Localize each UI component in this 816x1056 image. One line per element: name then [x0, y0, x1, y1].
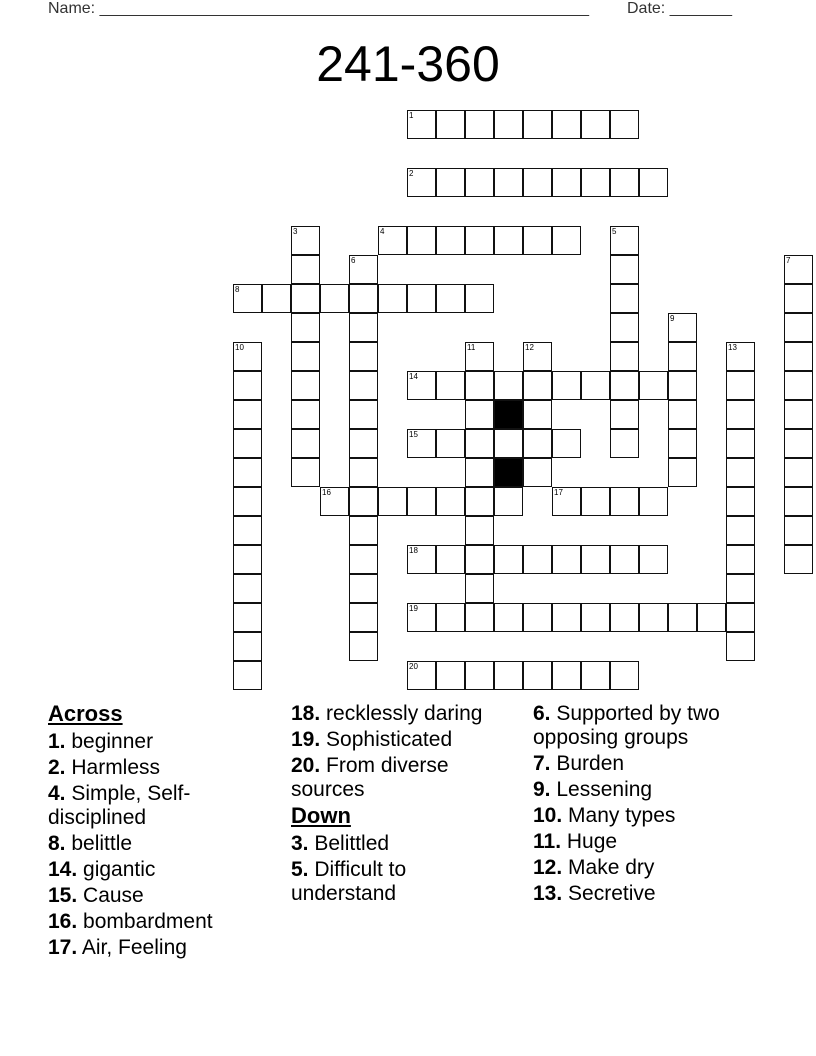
clue-item: [48, 858, 278, 882]
crossword-cell[interactable]: [349, 545, 378, 574]
crossword-cell[interactable]: [581, 487, 610, 516]
clue-number: 6: [351, 256, 356, 265]
crossword-cell[interactable]: [349, 284, 378, 313]
clue-text: gigantic: [77, 858, 156, 881]
crossword-cell[interactable]: [552, 661, 581, 690]
crossword-cell[interactable]: [436, 226, 465, 255]
crossword-cell[interactable]: [378, 226, 407, 255]
clue-number: 14: [409, 372, 418, 381]
clue-item: [48, 910, 278, 934]
crossword-cell[interactable]: [552, 226, 581, 255]
crossword-cell[interactable]: [407, 371, 436, 400]
clue-number-label: 19.: [291, 728, 321, 751]
crossword-cell[interactable]: [726, 516, 755, 545]
clue-item: [48, 936, 278, 960]
crossword-cell[interactable]: [523, 603, 552, 632]
crossword-cell[interactable]: [233, 603, 262, 632]
crossword-cell[interactable]: [697, 603, 726, 632]
crossword-cell[interactable]: [494, 603, 523, 632]
crossword-cell[interactable]: [291, 458, 320, 487]
clues-column-2: [291, 702, 516, 908]
clue-number-label: 11.: [533, 830, 562, 853]
crossword-cell[interactable]: [668, 400, 697, 429]
clue-item: [291, 702, 516, 726]
crossword-cell[interactable]: [639, 545, 668, 574]
crossword-cell[interactable]: [378, 487, 407, 516]
crossword-cell[interactable]: [262, 284, 291, 313]
crossword-cell[interactable]: [552, 429, 581, 458]
clue-number: 7: [786, 256, 791, 265]
crossword-cell[interactable]: [407, 429, 436, 458]
crossword-cell[interactable]: [523, 110, 552, 139]
crossword-cell[interactable]: [233, 342, 262, 371]
clue-item: [533, 752, 773, 776]
crossword-cell[interactable]: [726, 574, 755, 603]
crossword-cell[interactable]: [784, 371, 813, 400]
clue-item: [48, 756, 278, 780]
crossword-cell[interactable]: [610, 371, 639, 400]
crossword-cell[interactable]: [378, 284, 407, 313]
crossword-cell[interactable]: [523, 342, 552, 371]
crossword-cell[interactable]: [610, 255, 639, 284]
crossword-cell[interactable]: [349, 603, 378, 632]
clue-text: beginner: [65, 730, 154, 753]
down-heading: Down: [291, 803, 351, 828]
clue-item: [533, 778, 773, 802]
clue-item: [48, 730, 278, 754]
crossword-cell[interactable]: [523, 168, 552, 197]
clue-number: 15: [409, 430, 418, 439]
crossword-cell[interactable]: [552, 487, 581, 516]
crossword-cell[interactable]: [233, 371, 262, 400]
crossword-cell[interactable]: [465, 284, 494, 313]
crossword-cell[interactable]: [668, 429, 697, 458]
crossword-cell[interactable]: [436, 168, 465, 197]
crossword-cell[interactable]: [610, 342, 639, 371]
crossword-cell[interactable]: [494, 429, 523, 458]
clue-text: Sophisticated: [320, 728, 453, 751]
crossword-cell[interactable]: [610, 487, 639, 516]
crossword-cell[interactable]: [494, 487, 523, 516]
clue-number: 17: [554, 488, 563, 497]
clue-number-label: 9.: [533, 778, 551, 801]
crossword-cell[interactable]: [639, 487, 668, 516]
clue-text: Make dry: [562, 856, 655, 879]
clue-text: From diverse sources: [291, 754, 449, 801]
clue-item: [48, 782, 278, 830]
crossword-cell[interactable]: [233, 400, 262, 429]
crossword-cell[interactable]: [349, 632, 378, 661]
crossword-cell[interactable]: [581, 603, 610, 632]
clue-number: 19: [409, 604, 418, 613]
clue-number: 3: [293, 227, 298, 236]
crossword-cell[interactable]: [436, 487, 465, 516]
crossword-cell[interactable]: [639, 168, 668, 197]
crossword-cell[interactable]: [436, 661, 465, 690]
crossword-cell[interactable]: [668, 371, 697, 400]
crossword-cell[interactable]: [407, 661, 436, 690]
crossword-cell[interactable]: [610, 168, 639, 197]
crossword-cell[interactable]: [784, 545, 813, 574]
crossword-cell[interactable]: [668, 313, 697, 342]
crossword-cell[interactable]: [726, 400, 755, 429]
crossword-cell[interactable]: [784, 429, 813, 458]
clue-item: [533, 702, 773, 750]
crossword-cell[interactable]: [465, 458, 494, 487]
crossword-cell[interactable]: [494, 110, 523, 139]
crossword-cell[interactable]: [726, 429, 755, 458]
crossword-cell[interactable]: [494, 545, 523, 574]
clue-number-label: 17.: [48, 936, 78, 959]
crossword-cell[interactable]: [639, 603, 668, 632]
clue-number: 10: [235, 343, 244, 352]
clue-number-label: 6.: [533, 702, 551, 725]
crossword-cell[interactable]: [233, 545, 262, 574]
crossword-cell[interactable]: [436, 603, 465, 632]
crossword-cell[interactable]: [320, 487, 349, 516]
page-title: 241-360: [316, 36, 500, 92]
clue-text: bombardment: [77, 910, 213, 933]
crossword-cell[interactable]: [436, 110, 465, 139]
crossword-cell[interactable]: [465, 516, 494, 545]
crossword-cell[interactable]: [668, 342, 697, 371]
crossword-cell[interactable]: [349, 516, 378, 545]
crossword-cell[interactable]: [436, 545, 465, 574]
crossword-cell[interactable]: [668, 603, 697, 632]
crossword-cell[interactable]: [320, 284, 349, 313]
crossword-cell[interactable]: [465, 342, 494, 371]
clue-number: 9: [670, 314, 675, 323]
clue-number-label: 1.: [48, 730, 66, 753]
across-clue-list: [48, 730, 278, 960]
crossword-cell[interactable]: [291, 400, 320, 429]
crossword-cell[interactable]: [233, 516, 262, 545]
crossword-cell[interactable]: [610, 313, 639, 342]
down-clue-list-continued: [533, 702, 773, 906]
crossword-cell[interactable]: [784, 342, 813, 371]
crossword-cell[interactable]: [407, 284, 436, 313]
crossword-cell[interactable]: [465, 371, 494, 400]
clue-text: Harmless: [65, 756, 161, 779]
date-field: Date: _______: [627, 0, 732, 17]
crossword-cell[interactable]: [291, 342, 320, 371]
crossword-cell[interactable]: [784, 284, 813, 313]
name-field: Name: _______________________________________________________: [48, 0, 589, 17]
clue-item: [533, 882, 773, 906]
crossword-cell[interactable]: [494, 661, 523, 690]
crossword-cell[interactable]: [349, 255, 378, 284]
crossword-black-cell: [494, 400, 523, 429]
clue-text: Supported by two opposing groups: [533, 702, 720, 749]
crossword-cell[interactable]: [610, 545, 639, 574]
crossword-cell[interactable]: [523, 458, 552, 487]
clues-column-1: [48, 702, 278, 962]
clue-item: [533, 856, 773, 880]
crossword-cell[interactable]: [726, 632, 755, 661]
crossword-cell[interactable]: [291, 284, 320, 313]
clue-item: [48, 832, 278, 856]
clue-item: [291, 832, 516, 856]
crossword-cell[interactable]: [407, 226, 436, 255]
crossword-cell[interactable]: [639, 371, 668, 400]
crossword-cell[interactable]: [349, 313, 378, 342]
crossword-cell[interactable]: [407, 487, 436, 516]
clue-number-label: 5.: [291, 858, 309, 881]
crossword-cell[interactable]: [465, 226, 494, 255]
crossword-cell[interactable]: [291, 255, 320, 284]
crossword-cell[interactable]: [610, 661, 639, 690]
crossword-cell[interactable]: [552, 603, 581, 632]
crossword-cell[interactable]: [784, 487, 813, 516]
clue-item: [48, 884, 278, 908]
clue-number: 8: [235, 285, 240, 294]
crossword-cell[interactable]: [581, 168, 610, 197]
crossword-cell[interactable]: [465, 487, 494, 516]
crossword-cell[interactable]: [610, 603, 639, 632]
crossword-cell[interactable]: [291, 429, 320, 458]
crossword-cell[interactable]: [494, 168, 523, 197]
clue-text: Simple, Self-disciplined: [48, 782, 191, 829]
crossword-black-cell: [494, 458, 523, 487]
crossword-cell[interactable]: [523, 371, 552, 400]
crossword-cell[interactable]: [726, 487, 755, 516]
crossword-cell[interactable]: [784, 313, 813, 342]
crossword-cell[interactable]: [523, 400, 552, 429]
crossword-cell[interactable]: [407, 110, 436, 139]
crossword-cell[interactable]: [407, 545, 436, 574]
crossword-cell[interactable]: [436, 371, 465, 400]
crossword-cell[interactable]: [523, 226, 552, 255]
clue-text: Lessening: [550, 778, 653, 801]
clue-number: 18: [409, 546, 418, 555]
crossword-cell[interactable]: [552, 545, 581, 574]
clue-text: Cause: [77, 884, 144, 907]
crossword-cell[interactable]: [233, 487, 262, 516]
crossword-cell[interactable]: [233, 458, 262, 487]
crossword-cell[interactable]: [552, 371, 581, 400]
crossword-cell[interactable]: [465, 429, 494, 458]
crossword-cell[interactable]: [349, 400, 378, 429]
down-clue-list: [291, 832, 516, 906]
crossword-cell[interactable]: [465, 545, 494, 574]
crossword-cell[interactable]: [233, 574, 262, 603]
crossword-cell[interactable]: [291, 313, 320, 342]
crossword-cell[interactable]: [552, 168, 581, 197]
crossword-cell[interactable]: [726, 458, 755, 487]
clue-item: [291, 728, 516, 752]
clue-number: 11: [467, 343, 476, 352]
crossword-cell[interactable]: [465, 168, 494, 197]
clue-number: 16: [322, 488, 331, 497]
clue-text: Many types: [562, 804, 676, 827]
crossword-cell[interactable]: [610, 284, 639, 313]
crossword-cell[interactable]: [784, 400, 813, 429]
crossword-cell[interactable]: [465, 110, 494, 139]
crossword-cell[interactable]: [668, 458, 697, 487]
crossword-cell[interactable]: [349, 371, 378, 400]
clue-number-label: 4.: [48, 782, 66, 805]
crossword-cell[interactable]: [436, 429, 465, 458]
clue-text: Difficult to understand: [291, 858, 407, 905]
clue-number-label: 14.: [48, 858, 78, 881]
clue-number-label: 10.: [533, 804, 563, 827]
crossword-cell[interactable]: [349, 458, 378, 487]
crossword-cell[interactable]: [291, 371, 320, 400]
crossword-cell[interactable]: [784, 516, 813, 545]
clue-text: Huge: [561, 830, 618, 853]
crossword-cell[interactable]: [233, 632, 262, 661]
crossword-cell[interactable]: [349, 574, 378, 603]
clue-number-label: 3.: [291, 832, 309, 855]
crossword-cell[interactable]: [233, 429, 262, 458]
across-clue-list-continued: [291, 702, 516, 802]
clue-number: 13: [728, 343, 737, 352]
crossword-cell[interactable]: [784, 255, 813, 284]
clue-text: Air, Feeling: [77, 936, 187, 959]
crossword-cell[interactable]: [349, 429, 378, 458]
clue-number: 4: [380, 227, 385, 236]
across-heading: Across: [48, 701, 123, 726]
crossword-cell[interactable]: [523, 545, 552, 574]
crossword-cell[interactable]: [726, 603, 755, 632]
crossword-cell[interactable]: [436, 284, 465, 313]
crossword-cell[interactable]: [494, 371, 523, 400]
crossword-cell[interactable]: [610, 400, 639, 429]
clue-number-label: 7.: [533, 752, 551, 775]
crossword-cell[interactable]: [291, 226, 320, 255]
clue-number-label: 12.: [533, 856, 563, 879]
clues-column-3: [533, 702, 773, 908]
crossword-cell[interactable]: [465, 661, 494, 690]
clue-number: 5: [612, 227, 617, 236]
crossword-cell[interactable]: [465, 574, 494, 603]
crossword-cell[interactable]: [233, 661, 262, 690]
crossword-cell[interactable]: [581, 545, 610, 574]
crossword-cell[interactable]: [581, 110, 610, 139]
crossword-cell[interactable]: [726, 371, 755, 400]
crossword-cell[interactable]: [349, 342, 378, 371]
clue-number: 1: [409, 111, 414, 120]
crossword-cell[interactable]: [523, 429, 552, 458]
clue-number: 20: [409, 662, 418, 671]
crossword-cell[interactable]: [581, 661, 610, 690]
clue-number-label: 20.: [291, 754, 321, 777]
crossword-cell[interactable]: [465, 603, 494, 632]
crossword-cell[interactable]: [784, 458, 813, 487]
clue-text: Burden: [550, 752, 625, 775]
clue-number-label: 16.: [48, 910, 78, 933]
crossword-cell[interactable]: [407, 168, 436, 197]
clue-number-label: 15.: [48, 884, 78, 907]
clue-number: 12: [525, 343, 534, 352]
crossword-cell[interactable]: [610, 429, 639, 458]
clue-text: Belittled: [308, 832, 390, 855]
clue-number-label: 18.: [291, 702, 321, 725]
clue-number-label: 8.: [48, 832, 66, 855]
crossword-cell[interactable]: [726, 545, 755, 574]
clue-number-label: 13.: [533, 882, 563, 905]
crossword-cell[interactable]: [465, 400, 494, 429]
clue-text: belittle: [65, 832, 133, 855]
clue-item: [291, 858, 516, 906]
crossword-cell[interactable]: [726, 342, 755, 371]
clue-item: [533, 830, 773, 854]
clue-item: [533, 804, 773, 828]
crossword-cell[interactable]: [610, 226, 639, 255]
crossword-cell[interactable]: [552, 110, 581, 139]
crossword-cell[interactable]: [349, 487, 378, 516]
crossword-cell[interactable]: [407, 603, 436, 632]
crossword-cell[interactable]: [494, 226, 523, 255]
crossword-cell[interactable]: [610, 110, 639, 139]
clue-number-label: 2.: [48, 756, 66, 779]
clue-text: recklessly daring: [320, 702, 483, 725]
clue-number: 2: [409, 169, 414, 178]
crossword-cell[interactable]: [233, 284, 262, 313]
clue-text: Secretive: [562, 882, 656, 905]
clue-item: [291, 754, 516, 802]
crossword-cell[interactable]: [523, 661, 552, 690]
crossword-cell[interactable]: [581, 371, 610, 400]
